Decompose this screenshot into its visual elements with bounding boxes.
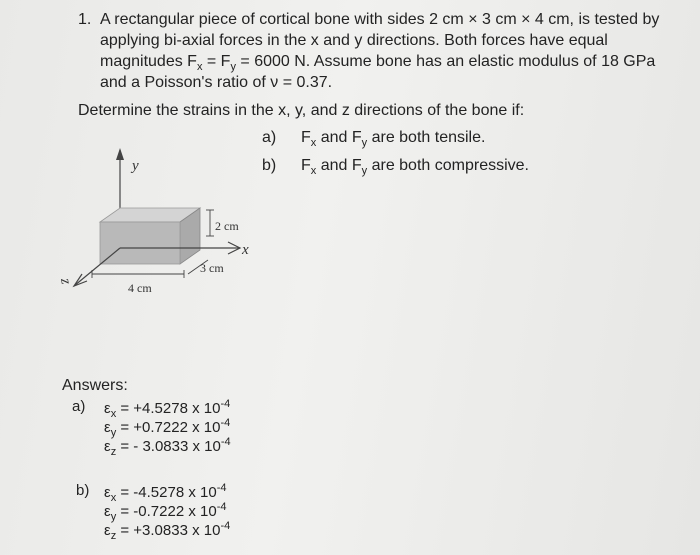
strain-subscript: y <box>110 427 117 439</box>
option-b-f1-sub: x <box>310 165 317 178</box>
option-a-mid: and F <box>316 129 362 146</box>
question-line-1: A rectangular piece of cortical bone with sides 2 cm × 3 cm × 4 cm, is tested by <box>100 11 660 28</box>
strain-value: = +4.5278 x 10 <box>116 400 221 417</box>
z-axis-line <box>74 248 120 286</box>
option-b-letter: b) <box>262 157 277 174</box>
epsilon-symbol: ε <box>104 400 111 417</box>
epsilon-symbol: ε <box>104 503 111 520</box>
subscript-x: x <box>196 61 203 74</box>
answer-a-strain-z <box>104 436 231 458</box>
question-line-3-post: = 6000 N. Assume bone has an elastic modulus of 18 GPa <box>235 53 656 70</box>
strain-subscript: y <box>110 511 117 523</box>
strain-exponent: -4 <box>220 417 231 429</box>
question-number: 1. <box>78 11 92 28</box>
strain-value: = +0.7222 x 10 <box>116 419 221 436</box>
epsilon-symbol: ε <box>104 438 111 455</box>
strain-subscript: x <box>110 408 117 420</box>
strain-subscript: x <box>110 492 117 504</box>
question-line-4: and a Poisson's ratio of ν = 0.37. <box>100 74 333 91</box>
length-dimension-label: 4 cm <box>128 281 152 295</box>
x-axis-label: x <box>242 242 249 258</box>
block-front-face <box>100 222 180 264</box>
strain-exponent: -4 <box>220 436 231 448</box>
strain-exponent: -4 <box>216 482 227 494</box>
answers-title: Answers: <box>62 377 128 394</box>
question-line-3-pre: magnitudes F <box>100 53 197 70</box>
bone-block-figure <box>57 150 280 310</box>
option-a-text <box>301 129 485 149</box>
option-a-f1-sub: x <box>310 137 317 150</box>
z-axis-label: z <box>57 277 74 286</box>
y-axis-arrowhead <box>116 148 124 160</box>
strain-subscript: z <box>110 530 117 542</box>
strain-value: = - 3.0833 x 10 <box>116 438 221 455</box>
epsilon-symbol: ε <box>104 419 111 436</box>
answer-b-letter: b) <box>76 482 90 499</box>
option-a-f1: F <box>301 129 311 146</box>
epsilon-symbol: ε <box>104 484 111 501</box>
strain-value: = -0.7222 x 10 <box>116 503 217 520</box>
strain-exponent: -4 <box>216 501 227 513</box>
question-prompt: Determine the strains in the x, y, and z directions of the bone if: <box>78 102 525 119</box>
strain-exponent: -4 <box>220 398 231 410</box>
strain-exponent: -4 <box>220 520 231 532</box>
option-b-mid: and F <box>316 157 362 174</box>
height-dimension-label: 2 cm <box>215 219 239 233</box>
option-b-post: are both compressive. <box>367 157 529 174</box>
option-a-post: are both tensile. <box>367 129 486 146</box>
strain-value: = +3.0833 x 10 <box>116 522 221 539</box>
subscript-y: y <box>230 61 236 74</box>
y-axis-label: y <box>132 158 139 174</box>
option-b-f1: F <box>301 157 311 174</box>
epsilon-symbol: ε <box>104 522 111 539</box>
width-dimension-label: 3 cm <box>200 261 224 275</box>
option-b-f2-sub: y <box>361 165 368 178</box>
strain-subscript: z <box>110 446 117 458</box>
question-line-2: applying bi-axial forces in the x and y directions. Both forces have equal <box>100 32 608 49</box>
question-line-3-mid: = F <box>202 53 231 70</box>
option-b-text <box>301 157 529 177</box>
answer-a-letter: a) <box>72 398 86 415</box>
answer-b-strain-z <box>104 520 230 542</box>
option-a-f2-sub: y <box>361 137 368 150</box>
strain-value: = -4.5278 x 10 <box>116 484 217 501</box>
option-a-letter: a) <box>262 129 277 146</box>
